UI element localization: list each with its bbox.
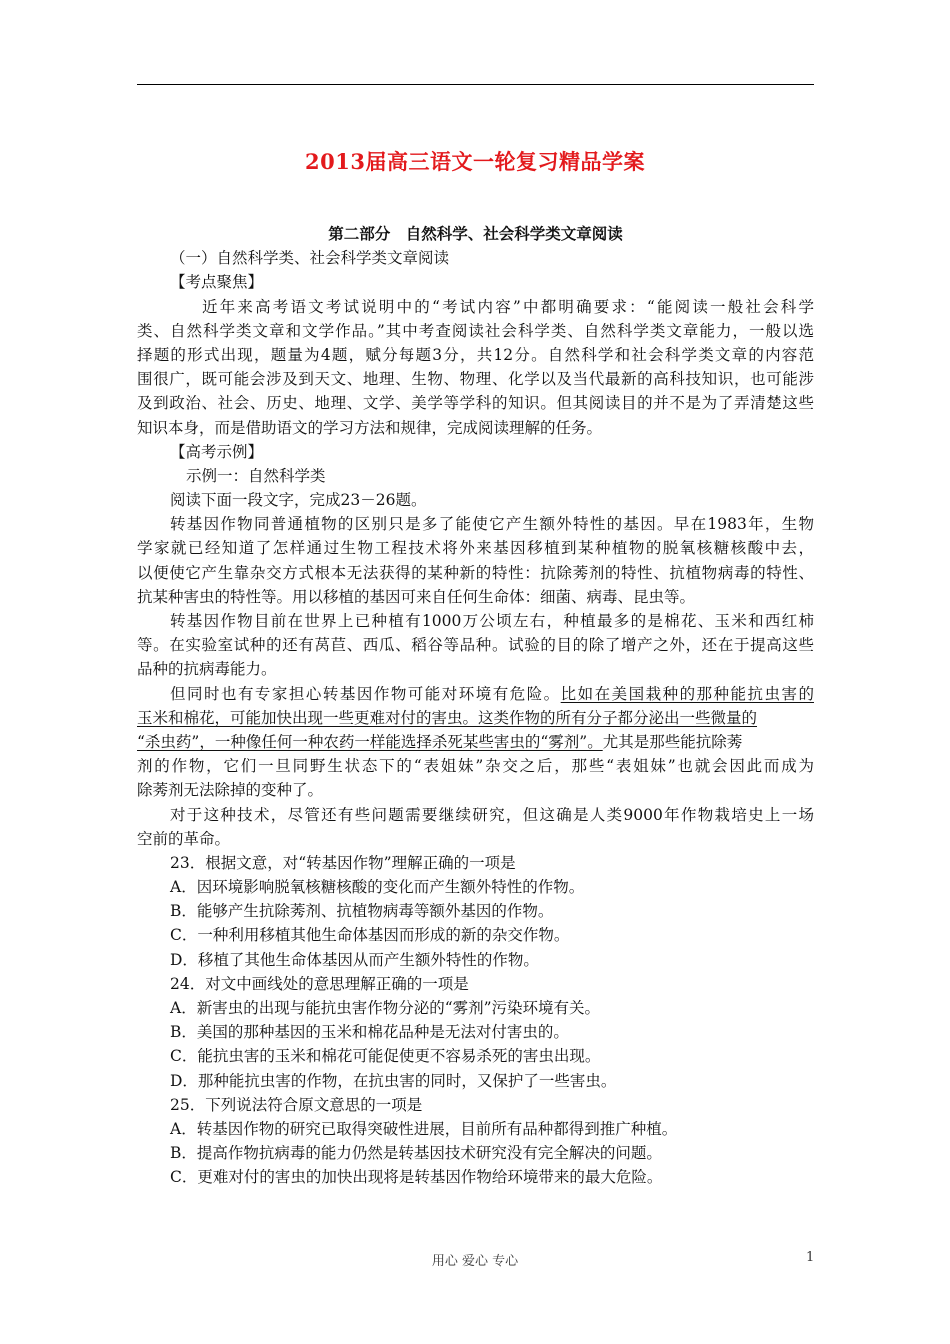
passage-line [137, 730, 814, 754]
document-body [137, 222, 814, 1190]
question-stem: 24．对文中画线处的意思理解正确的一项是 [170, 974, 469, 993]
passage-line: 学家就已经知道了怎样通过生物工程技术将外来基因移植到某种植物的脱氧核糖核酸中去， [137, 539, 814, 558]
focus-label: 【考点聚焦】 [170, 273, 264, 292]
passage-line: 对于这种技术，尽管还有些问题需要继续研究，但这确是人类9000年作物栽培史上一场 [170, 805, 814, 824]
passage-line: 转基因作物同普通植物的区别只是多了能使它产生额外特性的基因。早在1983年，生物 [170, 515, 814, 534]
question-stem: 25．下列说法符合原文意思的一项是 [170, 1095, 423, 1114]
question-stem: 23．根据文意，对“转基因作物”理解正确的一项是 [170, 853, 516, 872]
question-option: D．移植了其他生命体基因从而产生额外特性的作物。 [170, 950, 539, 969]
passage-line: 转基因作物目前在世界上已种植有1000万公顷左右，种植最多的是棉花、玉米和西红柿 [170, 612, 814, 630]
section-heading: （一）自然科学类、社会科学类文章阅读 [170, 249, 450, 268]
question-option: C．能抗虫害的玉米和棉花可能促使更不容易杀死的害虫出现。 [170, 1047, 601, 1066]
plain-text: 但同时也有专家担心转基因作物可能对环境有危险。 [170, 684, 561, 703]
underlined-text: 玉米和棉花，可能加快出现一些更难对付的害虫。这类作物的所有分子都分泌出一些微量的 [137, 708, 758, 727]
intro-line: 知识本身，而是借助语文的学习方法和规律，完成阅读理解的任务。 [137, 418, 603, 437]
page-number: 1 [806, 1250, 815, 1265]
plain-text: 尤其是那些能抗除莠 [602, 732, 743, 751]
question-option: C．更难对付的害虫的加快出现将是转基因作物给环境带来的最大危险。 [170, 1168, 663, 1187]
passage-line: 除莠剂无法除掉的变种了。 [137, 781, 324, 800]
example-sub: 示例一：自然科学类 [186, 466, 326, 485]
intro-line: 类、自然科学类文章和文学作品。”其中考查阅读社会科学类、自然科学类文章能力，一般以选 [137, 321, 814, 340]
passage-line: 等。在实验室试种的还有莴苣、西瓜、稻谷等品种。试验的目的除了增产之外，还在于提高这些 [137, 636, 814, 655]
document-title: 2013届高三语文一轮复习精品学案 [305, 149, 645, 174]
question-option: A．转基因作物的研究已取得突破性进展，目前所有品种都得到推广种植。 [170, 1119, 678, 1138]
instruction: 阅读下面一段文字，完成23－26题。 [170, 491, 427, 510]
underlined-text: “杀虫药”，一种像任何一种农药一样能选择杀死某些害虫的“雾剂”。 [137, 732, 603, 751]
passage-line: 空前的革命。 [137, 829, 231, 848]
intro-line: 择题的形式出现，题量为4题，赋分每题3分，共12分。自然科学和社会科学类文章的内容范 [137, 345, 814, 364]
question-option: D．那种能抗虫害的作物，在抗虫害的同时，又保护了一些害虫。 [170, 1071, 617, 1090]
passage-line: 以便使它产生靠杂交方式根本无法获得的某种新的特性：抗除莠剂的特性、抗植物病毒的特性、 [137, 563, 814, 582]
underlined-text: 比如在美国栽种的那种能抗虫害的 [560, 684, 814, 703]
question-option: C．一种利用移植其他生命体基因而形成的新的杂交作物。 [170, 926, 570, 945]
intro-line: 近年来高考语文考试说明中的“考试内容”中都明确要求：“能阅读一般社会科学 [202, 297, 814, 316]
intro-line: 及到政治、社会、历史、地理、文学、美学等学科的知识。但其阅读目的并不是为了弄清楚这些 [137, 394, 814, 413]
footer-text: 用心 爱心 专心 [431, 1254, 519, 1269]
passage-line [137, 706, 814, 730]
passage-line: 品种的抗病毒能力。 [137, 660, 277, 679]
question-option: A．因环境影响脱氧核糖核酸的变化而产生额外特性的作物。 [170, 878, 585, 897]
passage-line: 抗某种害虫的特性等。用以移植的基因可来自任何生命体：细菌、病毒、昆虫等。 [137, 587, 696, 606]
header-rule [137, 84, 814, 85]
question-option: B．美国的那种基因的玉米和棉花品种是无法对付害虫的。 [170, 1023, 569, 1042]
part-heading: 第二部分 自然科学、社会科学类文章阅读 [328, 224, 623, 243]
passage-line: 剂的作物，它们一旦同野生状态下的“表姐妹”杂交之后，那些“表姐妹”也就会因此而成为 [137, 757, 814, 776]
question-option: B．能够产生抗除莠剂、抗植物病毒等额外基因的作物。 [170, 902, 554, 921]
question-option: B．提高作物抗病毒的能力仍然是转基因技术研究没有完全解决的问题。 [170, 1144, 662, 1163]
passage-line [137, 682, 814, 706]
intro-line: 围很广，既可能会涉及到天文、地理、生物、物理、化学以及当代最新的高科技知识，也可能涉 [137, 370, 814, 389]
example-label: 【高考示例】 [170, 442, 264, 461]
question-option: A．新害虫的出现与能抗虫害作物分泌的“雾剂”污染环境有关。 [170, 999, 601, 1017]
